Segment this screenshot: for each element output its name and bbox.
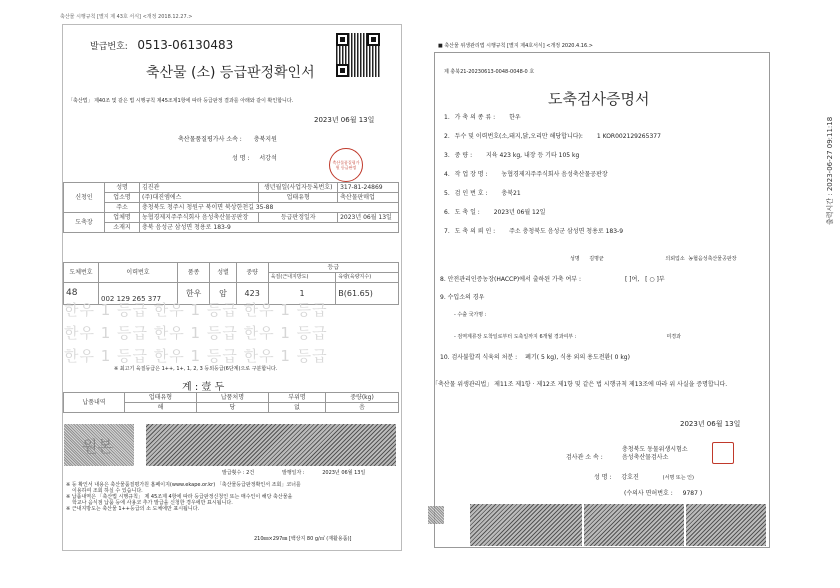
official-seal: 축산물품질평가원 등급판정 bbox=[329, 148, 363, 182]
item-row: 2. 두수 및 이력번호(소,돼지,닭,오리만 해당합니다): 1 KOR002129265377 bbox=[444, 133, 661, 140]
client-line: 성명 김명균 의뢰업소 농협음성축산물공판장 bbox=[570, 256, 737, 262]
item-row: 7. 도 축 의 뢰 인 : 주소 충청북도 음성군 삼성면 청용로 183-9 bbox=[444, 228, 624, 235]
security-pattern bbox=[146, 424, 396, 466]
item-row: 5. 검 인 번 호 : 충북21 bbox=[444, 190, 521, 197]
print-timestamp: 출력시간 : 2023-06-27 09:11:18 bbox=[826, 116, 834, 225]
inspector-org-label: 검사관 소 속 : bbox=[566, 454, 603, 461]
applicant-table: 신청인 성명 김진관 생년월일(사업자등록번호) 317-81-24869 업소명 (주)대진엠에스 업태유형 축산물판매업 주소 충청북도 청주시 청원구 북이면 북상한천길 35-88 도축장 업체명 농협경제지주주식회사 음성축산물공판장 등급판정일자 2023년 06월 13일 소재지 충북 음성군 삼성면 청용로 183-9 bbox=[63, 182, 399, 233]
security-pattern bbox=[470, 504, 582, 546]
security-stamp-image bbox=[428, 506, 444, 524]
watermark-row: 한우 1 등급 한우 1 등급 한우 1 등급 bbox=[64, 324, 328, 342]
watermark-row: 한우 1 등급 한우 1 등급 한우 1 등급 bbox=[64, 301, 328, 319]
grade-table: 도체번호 이력번호 품종 성별 중량 등급 육질(근내지방도) 육량(육량지수) 48 002 129 265 377 한우 암 423 1 B(61.65) bbox=[63, 262, 399, 305]
document-title: 축산물 (소) 등급판정확인서 bbox=[146, 65, 315, 81]
serial-number: 발급번호: 0513-06130483 bbox=[90, 38, 234, 52]
form-note: 축산물 시행규칙 [별지 제 43호 서식] <개정 2018.12.27.> bbox=[60, 14, 193, 20]
haccp-line: 8. 안전관리인증농장(HACCP)에서 출하된 가축 여부 : [ ]여, [ ○ ]부 bbox=[440, 276, 665, 283]
item-list bbox=[444, 114, 764, 247]
qr-code bbox=[336, 33, 380, 77]
issue-date: 발행일자 : 2023년 06월 13일 bbox=[282, 470, 366, 476]
security-pattern bbox=[686, 504, 766, 546]
grade-note: ※ 최고기 육질등급은 1++, 1+, 1, 2, 3 등외등급(6단계)으로 구분합니다. bbox=[114, 366, 278, 372]
watermark-row: 한우 1 등급 한우 1 등급 한우 1 등급 bbox=[64, 347, 328, 365]
item-row: 3. 중 량 : 지육 423 kg, 내장 등 기타 105 kg bbox=[444, 152, 580, 159]
item-row: 1. 가 축 의 종 류 : 한우 bbox=[444, 114, 521, 121]
item-row: 4. 작 업 장 명 : 농협경제지주주식회사 음성축산물공판장 bbox=[444, 171, 608, 178]
issue-count: 발급횟수 : 2건 bbox=[222, 470, 255, 476]
form-note: ■ 축산물 위생관리법 시행규칙 [별지 제4호서식] <개정 2020.4.16.> bbox=[438, 43, 593, 49]
cert-date: 2023년 06월 13일 bbox=[314, 116, 375, 124]
office-line: 축산물품질평가사 소속 : 충북지원 bbox=[178, 136, 277, 143]
item-row: 6. 도 축 일 : 2023년 06월 12일 bbox=[444, 209, 546, 216]
slaughter-inspection-certificate bbox=[424, 40, 774, 548]
fail-disposal: 10. 검사불합격 식육의 처분 : 폐기( 5 kg), 식용 외의 용도전환( 0 kg) bbox=[440, 354, 630, 361]
grade-certificate bbox=[42, 14, 409, 554]
import-country: - 수출 국가명 : bbox=[454, 312, 487, 318]
grader-name-line: 성 명 : 서강석 bbox=[232, 155, 277, 162]
statement: 「축산물 위생관리법」 제11조 제1항 · 제12조 제1항 및 같은 법 시행규칙 제13조에 따라 위 사실을 증명합니다. bbox=[432, 381, 728, 388]
paper-size: 210㎜×297㎜ [백상지 80 g/㎡ (재활용품)] bbox=[254, 536, 352, 542]
total-count: 계 : 壹 두 bbox=[182, 382, 225, 393]
inspector-org: 충청북도 동물위생시험소 음성축산물검사소 bbox=[622, 446, 688, 461]
import-label: 9. 수입소의 경우 bbox=[440, 294, 485, 301]
license-number: (수의사 면허번호 : 9787 ) bbox=[624, 490, 703, 497]
security-stamp-image bbox=[64, 424, 134, 466]
import-days: - 검역계류장 도착일로부터 도축일까지 6개월 경과여부 : 미경과 bbox=[454, 334, 681, 340]
security-pattern bbox=[584, 504, 684, 546]
document-number: 제 충북21-20230613-0048-0048-0 호 bbox=[444, 69, 535, 75]
delivery-table: 납품내역 업태유형 납품처명 부위명 중량(kg) 해 당 없 음 bbox=[63, 392, 399, 413]
cert-date: 2023년 06월 13일 bbox=[680, 420, 741, 428]
inspector-name: 성 명 : 강호진 (서명 또는 인) bbox=[594, 474, 694, 481]
official-seal bbox=[712, 442, 734, 464]
document-title: 도축검사증명서 bbox=[548, 90, 650, 108]
original-mark: 원본 bbox=[82, 437, 113, 456]
intro-text: 「축산법」 제40조 및 같은 법 시행규칙 제45조제1항에 따라 등급판정 결과를 아래와 같이 확인합니다. bbox=[68, 98, 294, 104]
footnotes: ※ 등 확인서 내용은 축산물품질평가원 홈페이지(www.ekape.or.kr) 「축산물등급판정확인서 조회」코너를 이용하여 조회 하실 수 있습니다. ※ 납품내역은 「축산법 시행규칙」 제 45조제 4항에 따라 등급판정신청인 또는 매수인이 해당 축산물을 학교나 음식점 납품 등에 사용코 추가 발급을 신청한 경우에만 표시됩니다. ※ 근내지방도는 축산물 1++등급의 소 도체에만 표시됩니다. bbox=[66, 482, 301, 512]
